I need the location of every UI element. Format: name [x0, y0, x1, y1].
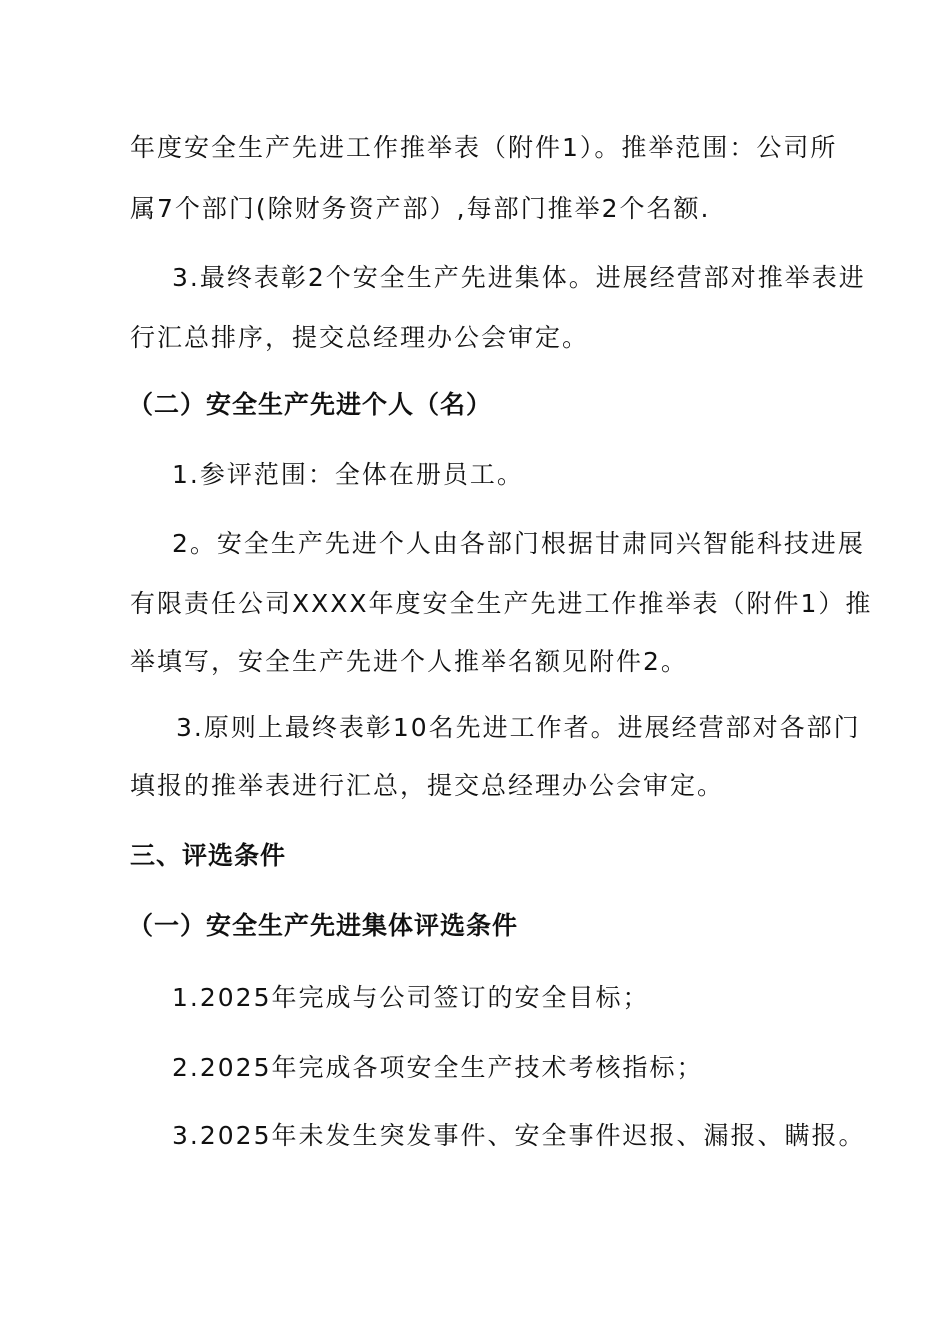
paragraph-line: 3.原则上最终表彰10名先进工作者。进展经营部对各部门: [176, 713, 861, 742]
paragraph-line: 年度安全生产先进工作推举表（附件1）。推举范围：公司所: [130, 133, 838, 162]
list-item: 2.2025年完成各项安全生产技术考核指标；: [172, 1053, 704, 1082]
paragraph-line: 1.参评范围：全体在册员工。: [172, 460, 524, 489]
section-heading: 三、评选条件: [130, 841, 287, 870]
paragraph-line: 填报的推举表进行汇总，提交总经理办公会审定。: [130, 771, 725, 800]
paragraph-line: 举填写，安全生产先进个人推举名额见附件2。: [130, 647, 688, 676]
list-item: 1.2025年完成与公司签订的安全目标；: [172, 983, 650, 1012]
paragraph-line: 2。安全生产先进个人由各部门根据甘肃同兴智能科技进展: [172, 529, 865, 558]
paragraph-line: 有限责任公司XXXX年度安全生产先进工作推举表（附件1）推: [130, 589, 873, 618]
paragraph-line: 属7个部门(除财务资产部）,每部门推举2个名额.: [130, 194, 711, 223]
section-heading: （二）安全生产先进个人（名）: [128, 390, 493, 419]
subsection-heading: （一）安全生产先进集体评选条件: [128, 911, 519, 940]
list-item: 3.2025年未发生突发事件、安全事件迟报、漏报、瞒报。: [172, 1121, 866, 1150]
paragraph-line: 3.最终表彰2个安全生产先进集体。进展经营部对推举表进: [172, 263, 866, 292]
paragraph-line: 行汇总排序，提交总经理办公会审定。: [130, 323, 590, 352]
